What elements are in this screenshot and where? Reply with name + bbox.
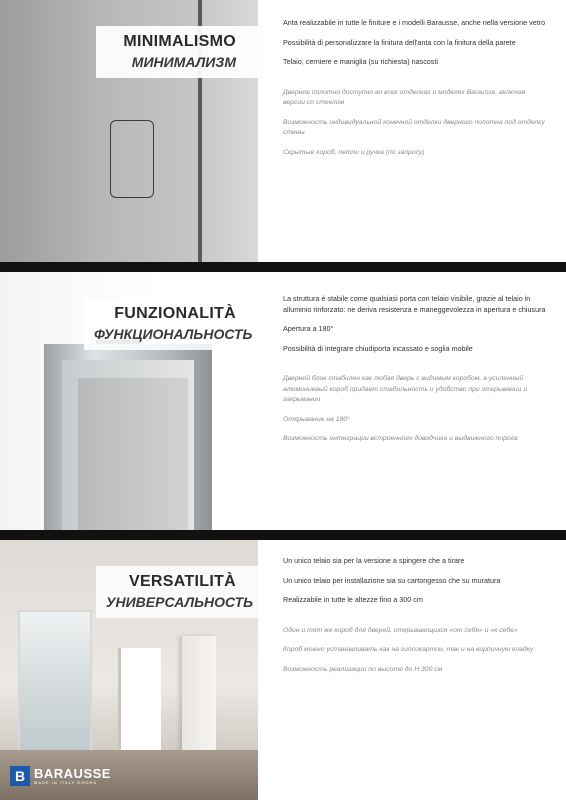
- doorway-image: [118, 648, 161, 760]
- title-it: FUNZIONALITÀ: [114, 305, 236, 322]
- paragraph-ru: Один и тот же короб для дверей, открывающихся «от себя» и «к себе»: [283, 626, 518, 634]
- paragraph-it: Telaio, cerniere e maniglia (su richiesta) nascosti: [283, 57, 438, 66]
- door-panel-image: [78, 378, 188, 530]
- paragraph-ru: Возможность интеграции встроенного доводчика и выдвижного порога: [283, 435, 518, 442]
- open-door-image: [182, 636, 216, 764]
- logo-mark-icon: B: [10, 766, 30, 786]
- hidden-handle-image: [110, 120, 154, 198]
- paragraph-ru: Короб можно устанавливать как на гипсокартон, так и на кирпичную кладку: [283, 646, 534, 653]
- paragraph-it: Realizzabile in tutte le altezze fino a 300 cm: [283, 595, 423, 604]
- title-box: [96, 26, 258, 78]
- paragraph-it: Anta realizzabile in tutte le finiture e i modelli Barausse, anche nella versione vetro: [283, 18, 546, 27]
- text-block: [283, 556, 548, 684]
- paragraph-it: Un unico telaio sia per la versione a spingere che a tirare: [283, 556, 465, 565]
- section-funzionalita: [0, 272, 566, 530]
- section-minimalismo: [0, 0, 566, 262]
- logo-name: BARAUSSE: [34, 766, 111, 781]
- logo-wordmark: [34, 767, 111, 785]
- photo-funzionalita: [0, 272, 258, 530]
- paragraph-ru: Открывание на 180°: [283, 415, 350, 423]
- paragraph-it: Possibilità di integrare chiudiporta incassato e soglia mobile: [283, 343, 473, 353]
- paragraph-ru: Дверное полотно доступно во всех отделках и моделях Barausse, включая версии со стеклом: [283, 88, 526, 106]
- title-it: VERSATILITÀ: [128, 573, 236, 590]
- paragraph-it: La struttura è stabile come qualsiasi porta con telaio visibile, grazie al telaio in alluminio rinforzato: ne deriva resistenza e maneggevolezza in apertura e chiusura: [283, 294, 546, 314]
- title-box: [96, 566, 258, 618]
- paragraph-ru: Скрытые короб, петли и ручка (по запросу): [283, 148, 425, 156]
- title-box: [84, 298, 258, 350]
- paragraph-ru: Возможность индивидуальной конечной отделки дверного полотна под отделку стены: [283, 118, 545, 136]
- text-block: [283, 18, 548, 167]
- divider: [0, 530, 566, 540]
- barausse-logo: [10, 762, 111, 790]
- paragraph-it: Possibilità di personalizzare la finitura dell'anta con la finitura della parete: [283, 37, 516, 47]
- divider: [0, 262, 566, 272]
- logo-tagline: MADE IN ITALY DOORS: [34, 780, 98, 785]
- title-ru: ФУНКЦИОНАЛЬНОСТЬ: [94, 326, 253, 342]
- title-ru: МИНИМАЛИЗМ: [131, 54, 236, 70]
- paragraph-ru: Возможность реализации по высоте до H 300 см: [283, 665, 443, 673]
- paragraph-ru: Дверной блок стабилен как любая дверь с видимым коробом, а усиленный алюминиевый короб придает стабильность и удобство при открывании и закрывании: [283, 375, 528, 403]
- photo-versatilita: [0, 540, 258, 800]
- paragraph-it: Un unico telaio per installazione sia su cartongesso che su muratura: [283, 575, 501, 585]
- title-ru: УНИВЕРСАЛЬНОСТЬ: [106, 594, 254, 610]
- text-block: [283, 294, 548, 454]
- title-it: MINIMALISMO: [123, 33, 236, 50]
- section-versatilita: [0, 540, 566, 800]
- paragraph-it: Apertura a 180°: [283, 324, 334, 333]
- photo-minimalismo: [0, 0, 258, 262]
